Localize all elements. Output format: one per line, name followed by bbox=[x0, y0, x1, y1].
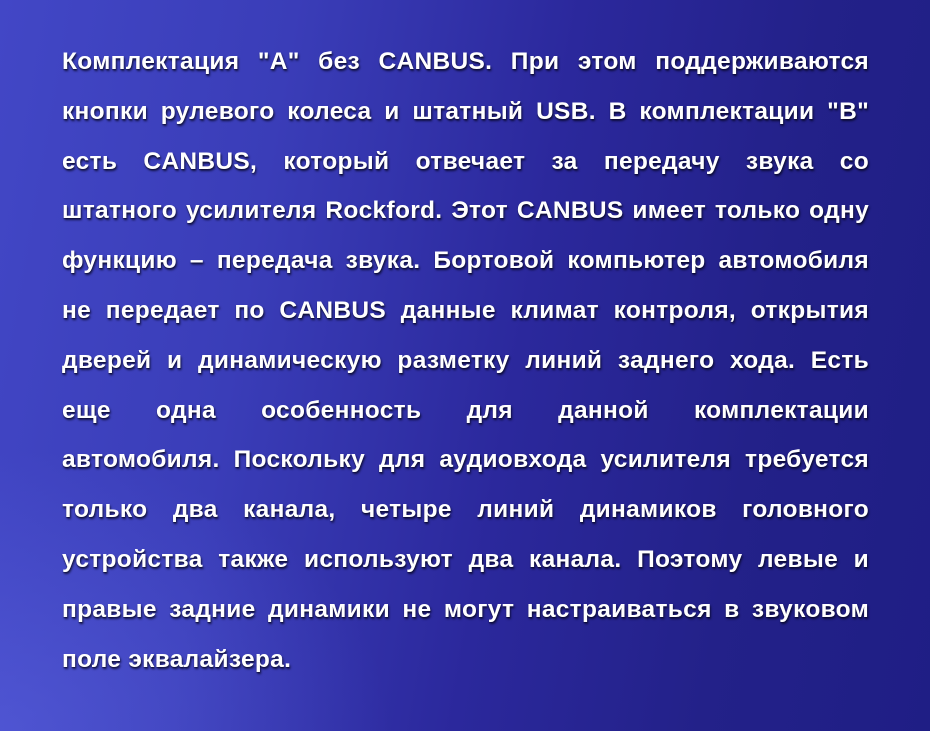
text-line: Комплектация "А" без CANBUS. При этом поддерживаются bbox=[62, 48, 869, 75]
text-line: еще одна особенность для данной комплектации bbox=[62, 396, 869, 424]
text-line: кнопки рулевого колеса и штатный USB. В комплектации "В" bbox=[62, 97, 869, 125]
text-line: функцию – передача звука. Бортовой компьютер автомобиля bbox=[62, 247, 869, 275]
text-line: устройства также используют два канала. Поэтому левые и bbox=[62, 545, 869, 573]
text-line: правые задние динамики не могут настраиваться в звуковом bbox=[62, 595, 869, 623]
slide-text-block bbox=[62, 37, 869, 684]
text-line: не передает по CANBUS данные климат контроля, открытия bbox=[62, 296, 869, 324]
text-line: штатного усилителя Rockford. Этот CANBUS имеет только одну bbox=[62, 197, 869, 225]
text-line: есть CANBUS, который отвечает за передачу звука со bbox=[62, 147, 869, 175]
text-line: дверей и динамическую разметку линий заднего хода. Есть bbox=[62, 346, 869, 374]
text-line: только два канала, четыре линий динамиков головного bbox=[62, 496, 869, 524]
text-line: поле эквалайзера. bbox=[62, 645, 292, 673]
text-line: автомобиля. Поскольку для аудиовхода усилителя требуется bbox=[62, 446, 869, 474]
